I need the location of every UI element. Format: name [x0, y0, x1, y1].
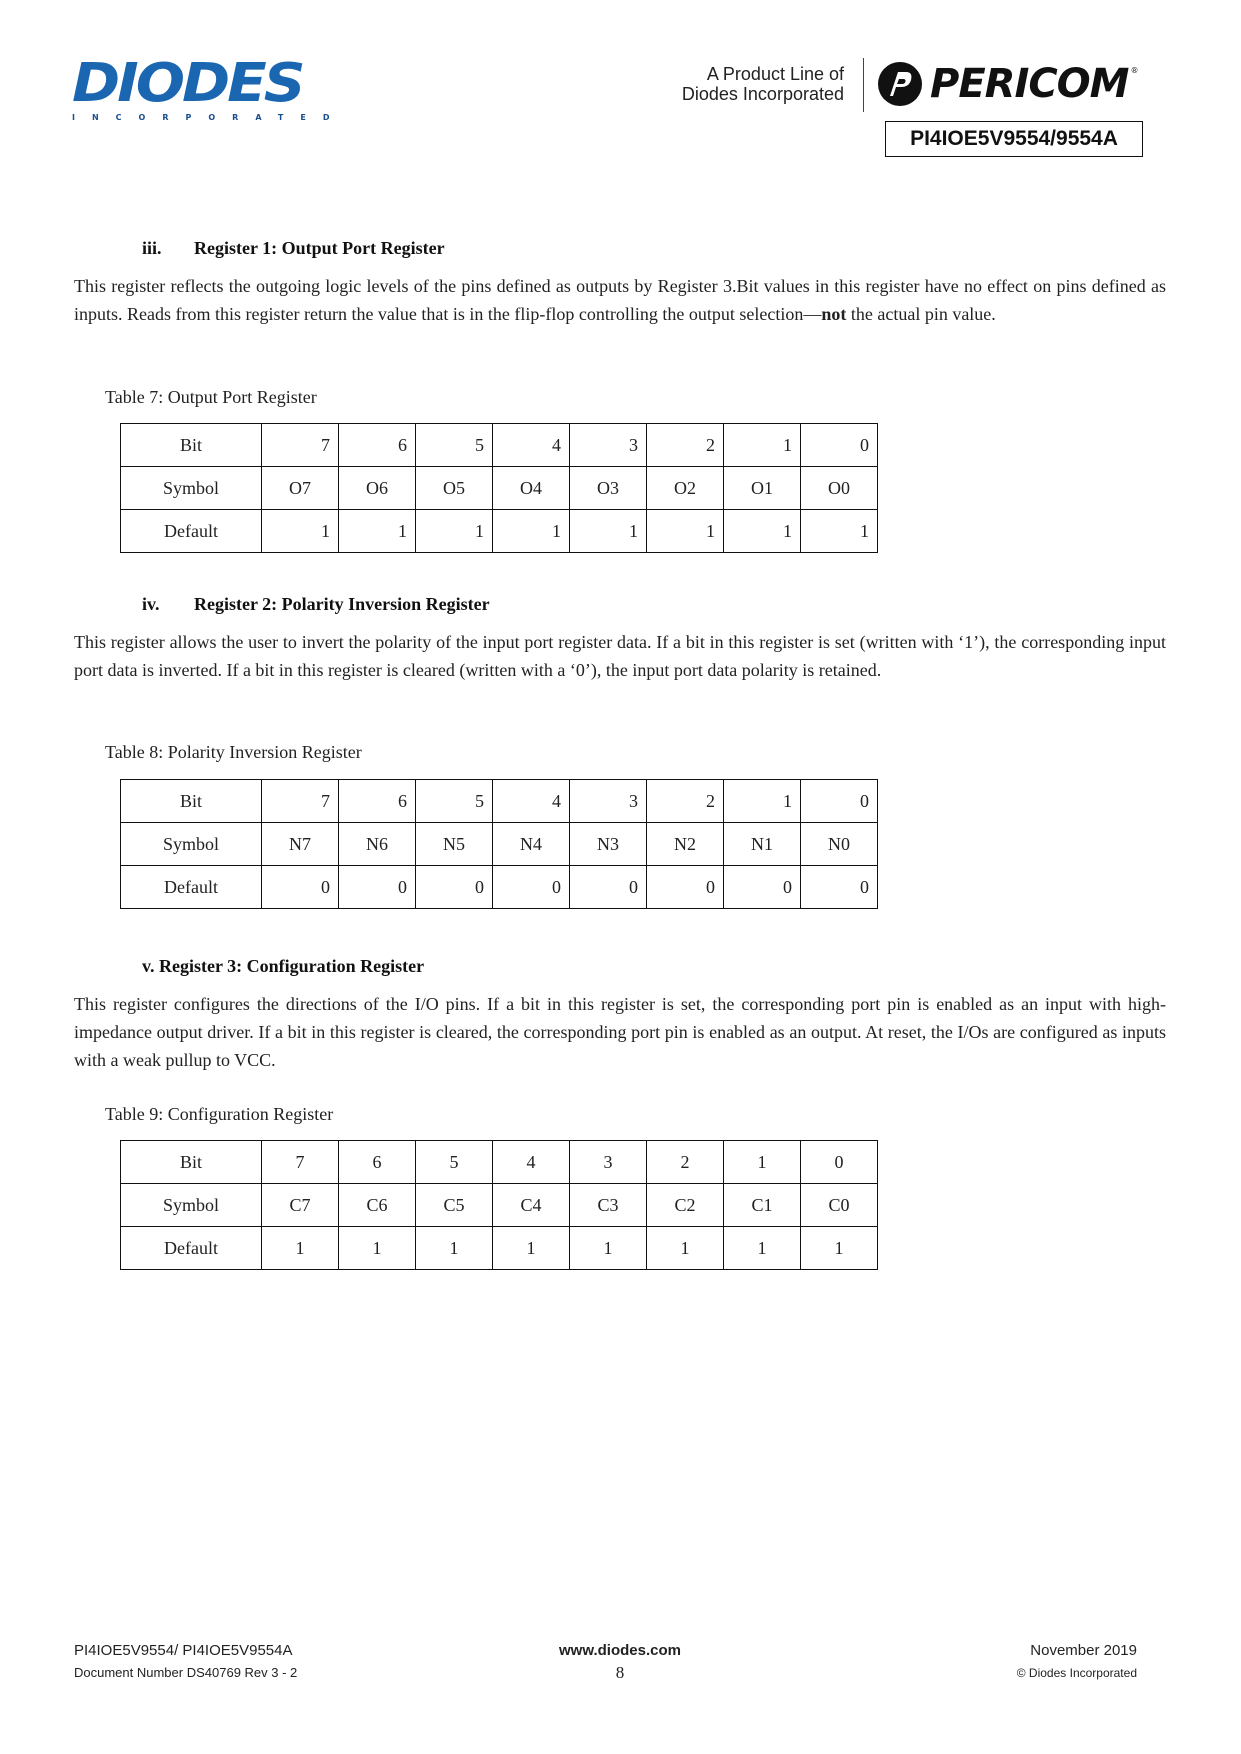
default-cell: 1 [724, 510, 801, 553]
default-cell: 0 [416, 866, 493, 909]
default-cell: 0 [339, 866, 416, 909]
default-cell: 1 [262, 510, 339, 553]
symbol-cell: O6 [339, 467, 416, 510]
section-title: Register 1: Output Port Register [194, 238, 445, 258]
paragraph-text: This register reflects the outgoing logic levels of the pins defined as outputs by Register 3.Bit values in this register have no effect on pins defined as inputs. Reads from this register return the value that is in the flip-flop controlling the output selection— [74, 276, 1166, 324]
row-header: Symbol [121, 1184, 262, 1227]
bit-cell: 7 [262, 424, 339, 467]
row-header: Bit [121, 1141, 262, 1184]
bit-cell: 6 [339, 1141, 416, 1184]
paragraph-bold-text: not [821, 304, 847, 324]
bit-cell: 2 [647, 424, 724, 467]
default-cell: 1 [570, 510, 647, 553]
symbol-cell: O0 [801, 467, 878, 510]
symbol-cell: C5 [416, 1184, 493, 1227]
bit-cell: 4 [493, 424, 570, 467]
default-cell: 1 [493, 510, 570, 553]
diodes-logo-subtext: INCORPORATED [72, 113, 347, 122]
symbol-cell: O5 [416, 467, 493, 510]
footer-website-link[interactable]: www.diodes.com [559, 1642, 681, 1659]
register-table [120, 423, 878, 553]
default-cell: 1 [801, 510, 878, 553]
row-header: Symbol [121, 467, 262, 510]
symbol-cell: O2 [647, 467, 724, 510]
bit-cell: 6 [339, 780, 416, 823]
footer-document-number: Document Number DS40769 Rev 3 - 2 [74, 1665, 298, 1680]
default-cell: 0 [262, 866, 339, 909]
default-cell: 1 [416, 1227, 493, 1270]
table-row [121, 467, 878, 510]
symbol-cell: C6 [339, 1184, 416, 1227]
default-cell: 0 [724, 866, 801, 909]
symbol-cell: C0 [801, 1184, 878, 1227]
footer-date: November 2019 [1030, 1642, 1137, 1659]
default-cell: 1 [339, 510, 416, 553]
bit-cell: 3 [570, 1141, 647, 1184]
diodes-logo-text: DIODES [72, 51, 303, 114]
symbol-cell: N7 [262, 823, 339, 866]
table-row [121, 1227, 878, 1270]
footer-copyright: © Diodes Incorporated [1016, 1666, 1137, 1680]
pericom-mark-icon [878, 62, 922, 106]
symbol-cell: C7 [262, 1184, 339, 1227]
symbol-cell: C1 [724, 1184, 801, 1227]
default-cell: 0 [801, 866, 878, 909]
row-header: Symbol [121, 823, 262, 866]
symbol-cell: N1 [724, 823, 801, 866]
part-number-box: PI4IOE5V9554/9554A [885, 121, 1143, 157]
symbol-cell: N6 [339, 823, 416, 866]
default-cell: 0 [493, 866, 570, 909]
table-row [121, 780, 878, 823]
section-paragraph: This register configures the directions of the I/O pins. If a bit in this register is set, the corresponding port pin is enabled as an input with high-impedance output driver. If a bit in this register is cleared, the corresponding port pin is enabled as an output. At reset, the I/Os are configured as inputs with a weak pullup to VCC. [74, 994, 1166, 1070]
bit-cell: 0 [801, 1141, 878, 1184]
section-title: Register 2: Polarity Inversion Register [194, 594, 490, 614]
footer-left [74, 1640, 297, 1684]
bit-cell: 1 [724, 424, 801, 467]
table-row [121, 823, 878, 866]
symbol-cell: N0 [801, 823, 878, 866]
default-cell: 1 [647, 510, 724, 553]
register-table [120, 1140, 878, 1270]
footer-part-numbers: PI4IOE5V9554/ PI4IOE5V9554A [74, 1642, 293, 1659]
section-number: iv. [142, 594, 160, 614]
default-cell: 1 [724, 1227, 801, 1270]
bit-cell: 6 [339, 424, 416, 467]
symbol-cell: N2 [647, 823, 724, 866]
bit-cell: 1 [724, 1141, 801, 1184]
row-header: Default [121, 866, 262, 909]
default-cell: 1 [570, 1227, 647, 1270]
paragraph-text: the actual pin value. [846, 304, 996, 324]
bit-cell: 2 [647, 780, 724, 823]
table-row [121, 510, 878, 553]
table-row [121, 1184, 878, 1227]
default-cell: 1 [647, 1227, 724, 1270]
default-cell: 0 [647, 866, 724, 909]
bit-cell: 7 [262, 780, 339, 823]
symbol-cell: O7 [262, 467, 339, 510]
bit-cell: 2 [647, 1141, 724, 1184]
default-cell: 1 [416, 510, 493, 553]
default-cell: 1 [339, 1227, 416, 1270]
section-heading [142, 238, 445, 259]
product-line-note [682, 64, 844, 104]
bit-cell: 5 [416, 1141, 493, 1184]
bit-cell: 0 [801, 780, 878, 823]
symbol-cell: N5 [416, 823, 493, 866]
row-header: Bit [121, 424, 262, 467]
header-divider [863, 58, 864, 112]
symbol-cell: C2 [647, 1184, 724, 1227]
section-number: iii. [142, 238, 162, 258]
default-cell: 0 [570, 866, 647, 909]
bit-cell: 4 [493, 780, 570, 823]
bit-cell: 1 [724, 780, 801, 823]
product-line-line-1: A Product Line of [706, 64, 844, 84]
bit-cell: 5 [416, 424, 493, 467]
symbol-cell: O1 [724, 467, 801, 510]
footer-center [520, 1640, 720, 1684]
table-row [121, 866, 878, 909]
row-header: Bit [121, 780, 262, 823]
table-caption: Table 8: Polarity Inversion Register [105, 742, 362, 762]
bit-cell: 3 [570, 424, 647, 467]
symbol-cell: N3 [570, 823, 647, 866]
pericom-logo [878, 60, 1139, 108]
section-heading: v. Register 3: Configuration Register [142, 956, 425, 976]
bit-cell: 0 [801, 424, 878, 467]
footer-right [1017, 1640, 1137, 1684]
table-caption: Table 9: Configuration Register [105, 1104, 334, 1124]
symbol-cell: C3 [570, 1184, 647, 1227]
table-row [121, 1141, 878, 1184]
default-cell: 1 [493, 1227, 570, 1270]
symbol-cell: O3 [570, 467, 647, 510]
bit-cell: 5 [416, 780, 493, 823]
product-line-line-2: Diodes Incorporated [681, 84, 844, 104]
registered-mark-icon: ® [1130, 65, 1139, 75]
section-paragraph [74, 272, 1166, 328]
row-header: Default [121, 510, 262, 553]
table-caption: Table 7: Output Port Register [105, 387, 317, 407]
section-heading [142, 594, 490, 615]
section-paragraph: This register allows the user to invert the polarity of the input port register data. If a bit in this register is set (written with ‘1’), the corresponding input port data is inverted. If a bit in this register is cleared (written with a ‘0’), the input port data polarity is retained. [74, 632, 1166, 680]
table-row [121, 424, 878, 467]
diodes-logo [72, 51, 347, 125]
default-cell: 1 [801, 1227, 878, 1270]
bit-cell: 7 [262, 1141, 339, 1184]
bit-cell: 3 [570, 780, 647, 823]
symbol-cell: C4 [493, 1184, 570, 1227]
row-header: Default [121, 1227, 262, 1270]
default-cell: 1 [262, 1227, 339, 1270]
symbol-cell: O4 [493, 467, 570, 510]
symbol-cell: N4 [493, 823, 570, 866]
pericom-logo-text: PERICOM [930, 61, 1129, 107]
register-table [120, 779, 878, 909]
page-number: 8 [615, 1663, 625, 1682]
bit-cell: 4 [493, 1141, 570, 1184]
